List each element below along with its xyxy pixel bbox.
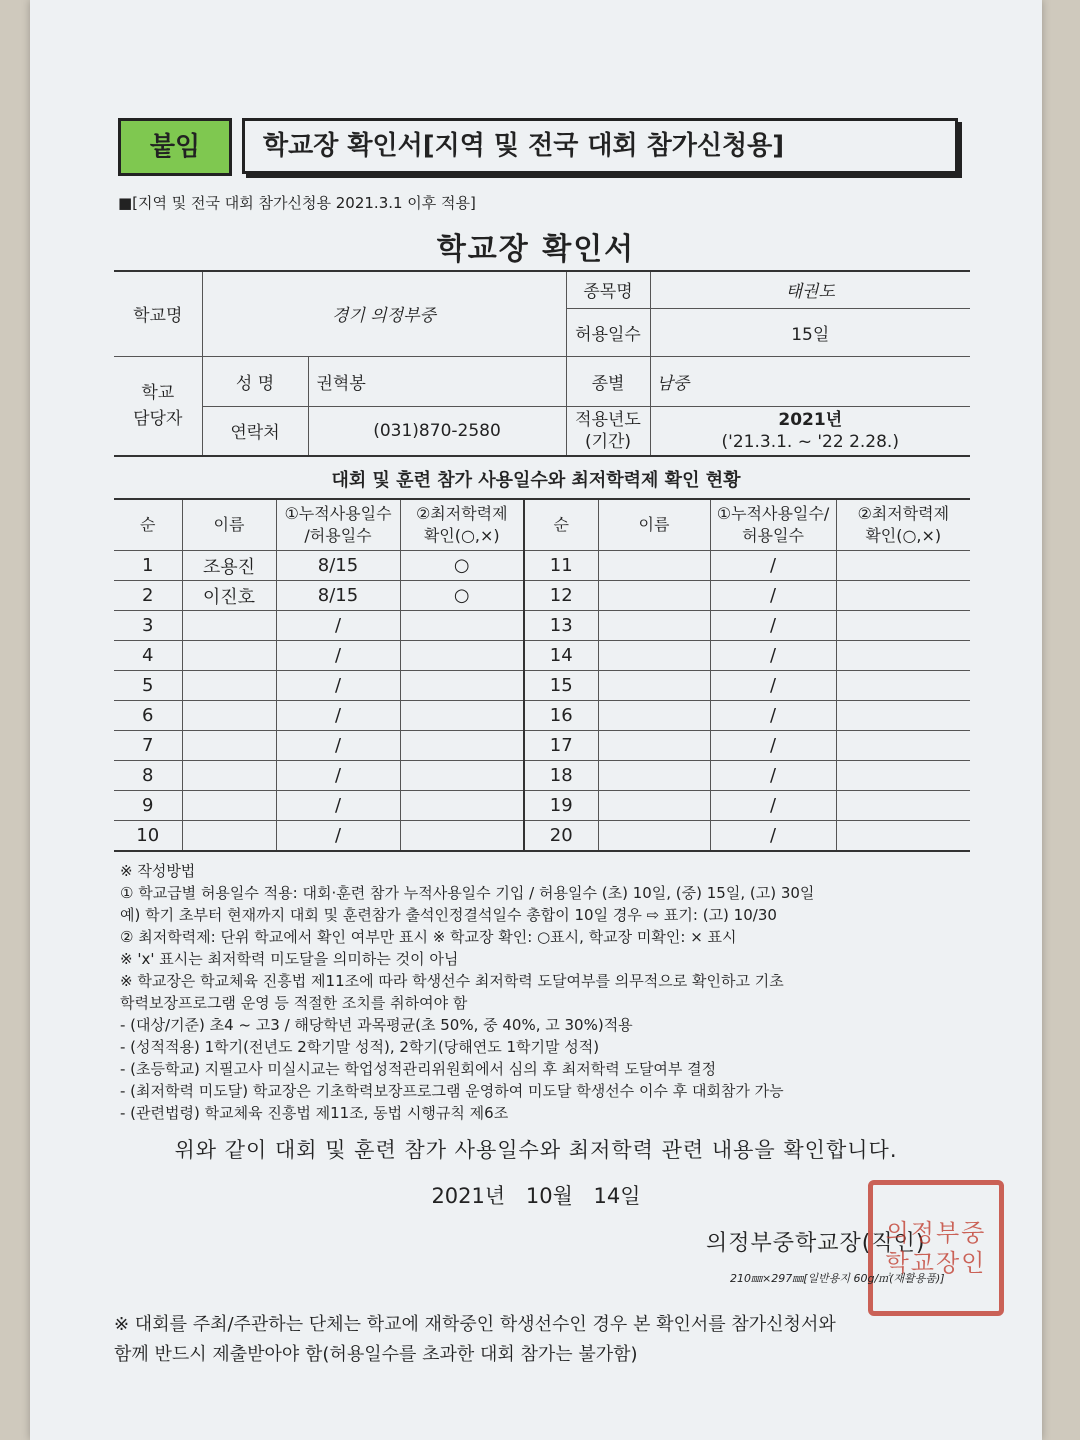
- cell-check: [400, 671, 524, 701]
- cell-check: [836, 761, 970, 791]
- header-cell: 이름: [598, 499, 710, 551]
- cell-name: [182, 701, 276, 731]
- note-line: ※ 'x' 표시는 최저학력 미도달을 의미하는 것이 아님: [120, 950, 459, 968]
- note-line: ① 학교급별 허용일수 적용: 대회·훈련 참가 누적사용일수 기입 / 허용일수 (초) 10일, (중) 15일, (고) 30일: [120, 884, 815, 902]
- year-value: 2021년: [778, 409, 843, 430]
- cell-check: [836, 731, 970, 761]
- cell-name: [182, 731, 276, 761]
- manager-label: 학교 담당자: [114, 356, 202, 456]
- note-line: - (성적적용) 1학기(전년도 2학기말 성적), 2학기(당해연도 1학기말 성적): [120, 1038, 600, 1056]
- sport-label: 종목명: [566, 271, 650, 308]
- cell-no: 18: [524, 761, 598, 791]
- confirmation-statement: 위와 같이 대회 및 훈련 참가 사용일수와 최저학력 관련 내용을 확인합니다.: [174, 1138, 898, 1162]
- cell-name: [182, 761, 276, 791]
- cell-check: [400, 701, 524, 731]
- cell-days: /: [710, 611, 836, 641]
- cell-name: [598, 701, 710, 731]
- header-cell: 이름: [182, 499, 276, 551]
- cell-name: 조용진: [182, 551, 276, 581]
- principal-signature: 의정부중학교장(직인): [706, 1231, 926, 1256]
- cell-no: 2: [114, 581, 182, 611]
- school-value: 경기 의정부중: [202, 271, 566, 356]
- allowed-days-value: 15일: [650, 308, 970, 356]
- cell-days: /: [710, 551, 836, 581]
- cell-days: /: [710, 761, 836, 791]
- cell-check: [400, 611, 524, 641]
- table-row: [114, 611, 970, 641]
- cell-check: [400, 731, 524, 761]
- document-title: 학교장 확인서: [436, 232, 636, 267]
- cell-no: 10: [114, 821, 182, 852]
- document-paper: [30, 0, 1042, 1440]
- cell-name: [182, 641, 276, 671]
- cell-days: 8/15: [276, 551, 400, 581]
- contact-value: (031)870-2580: [308, 406, 566, 456]
- issue-date: 2021년 10월 14일: [431, 1184, 641, 1208]
- note-line: - (초등학교) 지필고사 미실시교는 학업성적관리위원회에서 심의 후 최저학력 도달여부 결정: [120, 1060, 717, 1078]
- allowed-days-label: 허용일수: [566, 308, 650, 356]
- cell-check: [400, 761, 524, 791]
- contact-label: 연락처: [202, 406, 308, 456]
- cell-no: 8: [114, 761, 182, 791]
- cell-check: [400, 791, 524, 821]
- header-cell: ②최저학력제 확인(○,×): [400, 499, 524, 551]
- info-table: [114, 270, 970, 457]
- cell-days: /: [276, 791, 400, 821]
- table-header-row: [114, 499, 970, 551]
- official-seal: 의정부중 학교장인: [868, 1180, 1004, 1316]
- cell-no: 11: [524, 551, 598, 581]
- cell-check: ○: [400, 551, 524, 581]
- header-cell: ①누적사용일수/ 허용일수: [710, 499, 836, 551]
- cell-check: [836, 821, 970, 852]
- cell-days: /: [276, 821, 400, 852]
- cell-name: [598, 641, 710, 671]
- cell-days: /: [710, 701, 836, 731]
- cell-name: [598, 581, 710, 611]
- cell-no: 9: [114, 791, 182, 821]
- cell-check: [836, 671, 970, 701]
- cell-no: 13: [524, 611, 598, 641]
- header-cell: ①누적사용일수 /허용일수: [276, 499, 400, 551]
- cell-check: [400, 821, 524, 852]
- cell-no: 16: [524, 701, 598, 731]
- cell-no: 7: [114, 731, 182, 761]
- applicability-note: ■[지역 및 전국 대회 참가신청용 2021.3.1 이후 적용]: [118, 194, 476, 212]
- table-row: [114, 731, 970, 761]
- cell-no: 19: [524, 791, 598, 821]
- cell-no: 5: [114, 671, 182, 701]
- header-cell: 순: [524, 499, 598, 551]
- table-row: [114, 581, 970, 611]
- cell-name: [598, 821, 710, 852]
- note-line: ② 최저학력제: 단위 학교에서 확인 여부만 표시 ※ 학교장 확인: ○표시, 학교장 미확인: × 표시: [120, 928, 737, 946]
- cell-no: 20: [524, 821, 598, 852]
- cell-check: [836, 641, 970, 671]
- cell-name: [182, 671, 276, 701]
- name-label: 성 명: [202, 356, 308, 406]
- cell-check: [836, 791, 970, 821]
- form-title-box: 학교장 확인서[지역 및 전국 대회 참가신청용]: [242, 118, 958, 174]
- table-row: [114, 761, 970, 791]
- cell-no: 1: [114, 551, 182, 581]
- cell-name: [598, 761, 710, 791]
- cell-no: 15: [524, 671, 598, 701]
- cell-check: [836, 701, 970, 731]
- cell-name: [182, 611, 276, 641]
- participation-table: [114, 498, 970, 852]
- cell-days: /: [710, 641, 836, 671]
- cell-days: /: [276, 641, 400, 671]
- cell-days: /: [276, 701, 400, 731]
- sport-value: 태권도: [650, 271, 970, 308]
- table-row: [114, 641, 970, 671]
- cell-name: [182, 821, 276, 852]
- cell-days: /: [710, 731, 836, 761]
- header-cell: 순: [114, 499, 182, 551]
- cell-days: /: [276, 611, 400, 641]
- cell-check: [836, 581, 970, 611]
- cell-no: 17: [524, 731, 598, 761]
- table-row: [114, 671, 970, 701]
- period-value: ('21.3.1. ~ '22 2.28.): [721, 431, 899, 452]
- school-label: 학교명: [114, 271, 202, 356]
- cell-check: [400, 641, 524, 671]
- note-line: - (대상/기준) 초4 ~ 고3 / 해당학년 과목평균(초 50%, 중 40%, 고 30%)적용: [120, 1016, 633, 1034]
- note-line: - (최저학력 미도달) 학교장은 기초학력보장프로그램 운영하여 미도달 학생선수 이수 후 대회참가 가능: [120, 1082, 784, 1100]
- attachment-tag: 붙임: [118, 118, 232, 176]
- division-label: 종별: [566, 356, 650, 406]
- note-line: ※ 작성방법: [120, 862, 196, 880]
- note-line: - (관련법령) 학교체육 진흥법 제11조, 동법 시행규칙 제6조: [120, 1104, 509, 1122]
- cell-days: /: [276, 761, 400, 791]
- cell-no: 12: [524, 581, 598, 611]
- table-row: [114, 551, 970, 581]
- status-subtitle: 대회 및 훈련 참가 사용일수와 최저학력제 확인 현황: [331, 470, 741, 491]
- cell-days: /: [710, 821, 836, 852]
- cell-name: [598, 551, 710, 581]
- instructions: [120, 860, 1020, 1124]
- cell-name: [182, 791, 276, 821]
- cell-days: /: [276, 731, 400, 761]
- division-value: 남중: [650, 356, 970, 406]
- cell-name: [598, 791, 710, 821]
- cell-no: 4: [114, 641, 182, 671]
- paper-spec: 210㎜×297㎜[일반용지 60g/㎡(재활용품)]: [730, 1272, 945, 1285]
- cell-check: [836, 611, 970, 641]
- table-row: [114, 821, 970, 852]
- table-row: [114, 791, 970, 821]
- cell-days: /: [710, 791, 836, 821]
- cell-name: [598, 611, 710, 641]
- cell-days: /: [710, 581, 836, 611]
- cell-no: 6: [114, 701, 182, 731]
- cell-days: /: [710, 671, 836, 701]
- cell-no: 3: [114, 611, 182, 641]
- footer-note: ※ 대회를 주최/주관하는 단체는 학교에 재학중인 학생선수인 경우 본 확인서를 참가신청서와 함께 반드시 제출받아야 함(허용일수를 초과한 대회 참가는 불가함): [114, 1314, 836, 1365]
- cell-days: /: [276, 671, 400, 701]
- name-value: 권혁봉: [308, 356, 566, 406]
- year-label: 적용년도 (기간): [566, 406, 650, 456]
- note-line: 예) 학기 초부터 현재까지 대회 및 훈련참가 출석인정결석일수 총합이 10일 경우 ⇨ 표기: (고) 10/30: [120, 906, 777, 924]
- table-row: [114, 701, 970, 731]
- note-line: ※ 학교장은 학교체육 진흥법 제11조에 따라 학생선수 최저학력 도달여부를 의무적으로 확인하고 기초: [120, 972, 784, 990]
- cell-check: ○: [400, 581, 524, 611]
- cell-check: [836, 551, 970, 581]
- cell-name: 이진호: [182, 581, 276, 611]
- cell-name: [598, 671, 710, 701]
- cell-name: [598, 731, 710, 761]
- year-cell: [650, 406, 970, 456]
- header-cell: ②최저학력제 확인(○,×): [836, 499, 970, 551]
- note-line: 학력보장프로그램 운영 등 적절한 조치를 취하여야 함: [120, 994, 468, 1012]
- cell-days: 8/15: [276, 581, 400, 611]
- cell-no: 14: [524, 641, 598, 671]
